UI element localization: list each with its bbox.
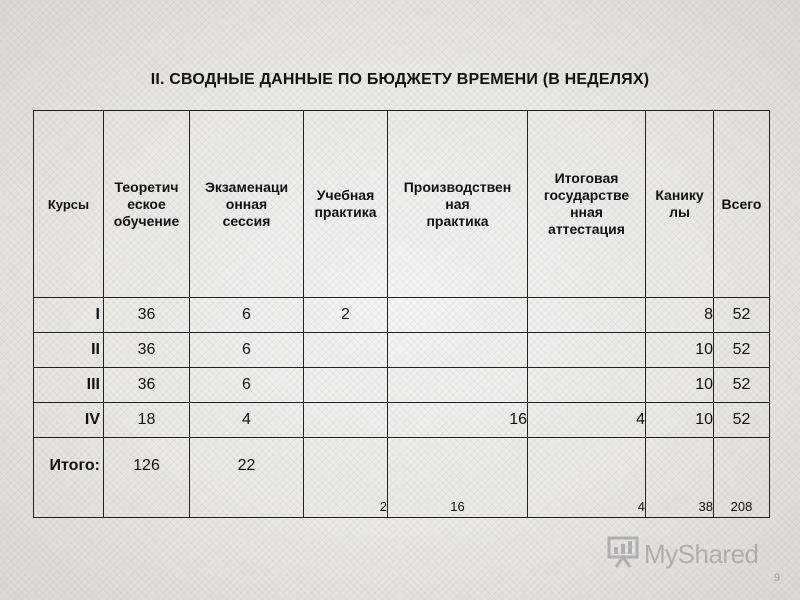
theory-cell: 36: [104, 368, 190, 403]
myshared-logo: [606, 536, 759, 572]
total-cell: 52: [714, 333, 770, 368]
column-header-total: Всего: [714, 111, 770, 298]
total-cell: 52: [714, 403, 770, 438]
vacation-cell: 10: [646, 403, 714, 438]
practice-cell: 2: [304, 298, 388, 333]
exam-cell: 4: [190, 403, 304, 438]
vacation-cell: 10: [646, 333, 714, 368]
table-row: [34, 403, 770, 438]
practice-cell: [304, 333, 388, 368]
total-cell: 52: [714, 368, 770, 403]
column-header-educational-practice: Учебная практика: [304, 111, 388, 298]
table-row: [34, 333, 770, 368]
attestation-cell: [528, 333, 646, 368]
totals-theory-cell: 126: [104, 438, 190, 518]
totals-production-cell: 16: [388, 438, 528, 518]
production-cell: [388, 333, 528, 368]
totals-total-cell: 208: [714, 438, 770, 518]
column-header-production-practice: Производствен ная практика: [388, 111, 528, 298]
production-cell: 16: [388, 403, 528, 438]
table-row: [34, 298, 770, 333]
production-cell: [388, 298, 528, 333]
exam-cell: 6: [190, 368, 304, 403]
page-number: 9: [773, 572, 780, 584]
logo-text: MyShared: [644, 538, 759, 569]
page-title: II. СВОДНЫЕ ДАННЫЕ ПО БЮДЖЕТУ ВРЕМЕНИ (В НЕДЕЛЯХ): [150, 71, 650, 88]
course-cell: III: [34, 368, 104, 403]
production-cell: [388, 368, 528, 403]
column-header-vacation: Канику лы: [646, 111, 714, 298]
totals-attestation-cell: 4: [528, 438, 646, 518]
theory-cell: 36: [104, 333, 190, 368]
course-cell: IV: [34, 403, 104, 438]
theory-cell: 18: [104, 403, 190, 438]
totals-row: [34, 438, 770, 518]
vacation-cell: 8: [646, 298, 714, 333]
totals-practice-cell: 2: [304, 438, 388, 518]
exam-cell: 6: [190, 333, 304, 368]
practice-cell: [304, 403, 388, 438]
attestation-cell: [528, 298, 646, 333]
budget-table: [33, 110, 770, 518]
exam-cell: 6: [190, 298, 304, 333]
presentation-board-icon: [606, 535, 640, 574]
attestation-cell: 4: [528, 403, 646, 438]
column-header-exam-session: Экзаменаци онная сессия: [190, 111, 304, 298]
course-cell: II: [34, 333, 104, 368]
totals-exam-cell: 22: [190, 438, 304, 518]
attestation-cell: [528, 368, 646, 403]
column-header-final-attestation: Итоговая государстве нная аттестация: [528, 111, 646, 298]
vacation-cell: 10: [646, 368, 714, 403]
course-cell: I: [34, 298, 104, 333]
column-header-courses: Курсы: [34, 111, 104, 298]
column-header-theory: Теоретич еское обучение: [104, 111, 190, 298]
total-cell: 52: [714, 298, 770, 333]
totals-vacation-cell: 38: [646, 438, 714, 518]
table-row: [34, 368, 770, 403]
practice-cell: [304, 368, 388, 403]
totals-label: Итого:: [34, 438, 104, 518]
theory-cell: 36: [104, 298, 190, 333]
header-row: [34, 111, 770, 298]
